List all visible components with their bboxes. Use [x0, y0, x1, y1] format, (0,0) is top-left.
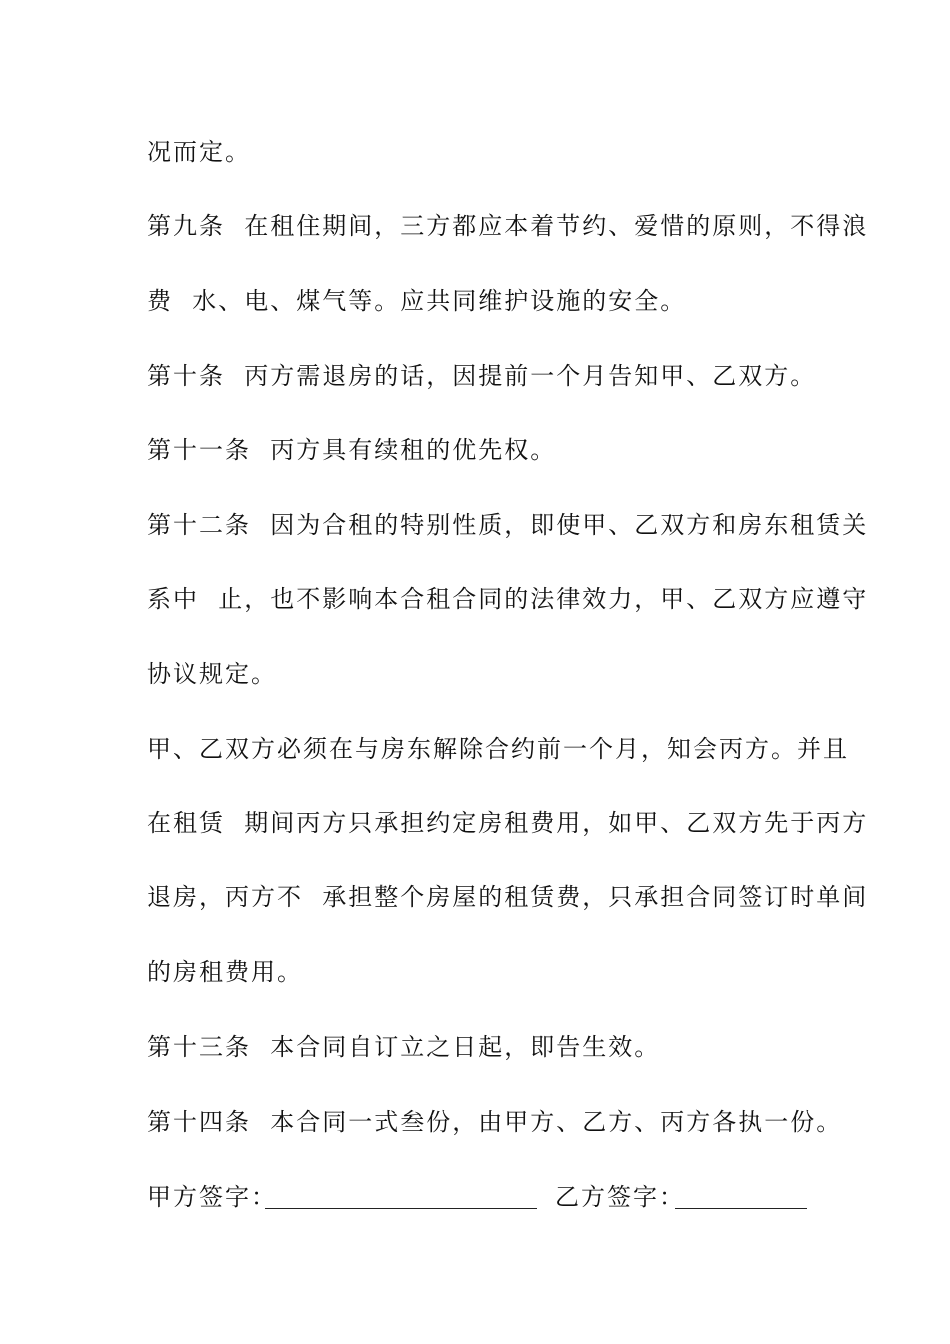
- text-line: 第十二条 因为合租的特别性质，即使甲、乙双方和房东租赁关: [147, 511, 869, 539]
- text-line: 在租赁 期间丙方只承担约定房租费用，如甲、乙双方先于丙方: [147, 809, 869, 837]
- text-line: 第九条 在租住期间，三方都应本着节约、爱惜的原则，不得浪: [147, 212, 869, 240]
- text-line: 协议规定。: [147, 660, 277, 688]
- text-line: 第十条 丙方需退房的话，因提前一个月告知甲、乙双方。: [147, 362, 817, 390]
- party-a-signature-blank[interactable]: [265, 1208, 537, 1209]
- text-line: 的房租费用。: [147, 958, 303, 986]
- text-line: 况而定。: [147, 138, 251, 166]
- text-line: 费 水、电、煤气等。应共同维护设施的安全。: [147, 287, 687, 315]
- party-b-signature-label: 乙方签字：: [555, 1183, 685, 1211]
- signature-row: [147, 1182, 807, 1214]
- text-line: 第十三条 本合同自订立之日起，即告生效。: [147, 1033, 661, 1061]
- text-line: 系中 止，也不影响本合租合同的法律效力，甲、乙双方应遵守: [147, 585, 869, 613]
- text-line: 退房，丙方不 承担整个房屋的租赁费，只承担合同签订时单间: [147, 883, 869, 911]
- text-line: 甲、乙双方必须在与房东解除合约前一个月，知会丙方。并且: [147, 735, 849, 763]
- text-line: 第十一条 丙方具有续租的优先权。: [147, 436, 557, 464]
- party-b-signature-blank[interactable]: [675, 1208, 807, 1209]
- text-line: 第十四条 本合同一式叁份，由甲方、乙方、丙方各执一份。: [147, 1108, 843, 1136]
- party-a-signature-label: 甲方签字：: [147, 1183, 277, 1211]
